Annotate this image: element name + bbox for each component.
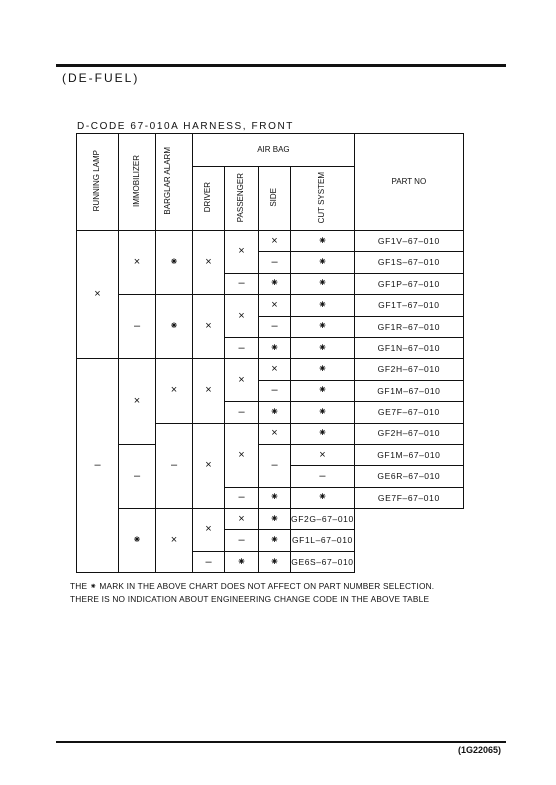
table-row — [77, 231, 464, 252]
header-side: SIDE — [259, 167, 291, 231]
part-number-cell: GF2G–67–010 — [291, 509, 355, 530]
side-cell: × — [259, 295, 291, 316]
cut-system-cell: ⁕ — [259, 551, 291, 572]
cut-system-cell: ⁕ — [291, 337, 355, 358]
header-passenger: PASSENGER — [225, 167, 259, 231]
driver-cell: × — [193, 231, 225, 295]
bottom-rule — [56, 741, 506, 743]
passenger-cell: – — [225, 337, 259, 358]
driver-cell: × — [193, 295, 225, 359]
header-immobilizer: IMMOBILIZER — [119, 134, 156, 231]
side-cell: – — [259, 380, 291, 401]
cut-system-cell: ⁕ — [291, 252, 355, 273]
running-lamp-cell: × — [77, 231, 119, 359]
part-number-cell: GF1S–67–010 — [354, 252, 463, 273]
passenger-cell: × — [193, 509, 225, 552]
side-cell: ⁕ — [259, 487, 291, 508]
header-running-lamp: RUNNING LAMP — [77, 134, 119, 231]
passenger-cell: × — [225, 423, 259, 487]
passenger-cell: – — [225, 402, 259, 423]
immobilizer-cell: – — [119, 295, 156, 359]
table-row — [77, 444, 464, 465]
part-number-cell: GF1T–67–010 — [354, 295, 463, 316]
driver-cell: × — [156, 509, 193, 573]
table-row — [77, 295, 464, 316]
side-cell: ⁕ — [259, 337, 291, 358]
part-number-cell: GF1V–67–010 — [354, 231, 463, 252]
side-cell: – — [225, 530, 259, 551]
barglar-alarm-cell: ⁕ — [119, 509, 156, 573]
part-number-cell: GE6R–67–010 — [354, 466, 463, 487]
cut-system-cell: ⁕ — [291, 423, 355, 444]
table-row — [77, 509, 464, 530]
side-cell: – — [259, 252, 291, 273]
barglar-alarm-cell: ⁕ — [156, 295, 193, 359]
passenger-cell: × — [225, 359, 259, 402]
part-number-cell: GF2H–67–010 — [354, 359, 463, 380]
part-number-cell: GE6S–67–010 — [291, 551, 355, 572]
barglar-alarm-cell: × — [156, 359, 193, 423]
side-cell: × — [259, 231, 291, 252]
note-change-code: THERE IS NO INDICATION ABOUT ENGINEERING CHANGE CODE IN THE ABOVE TABLE — [70, 594, 430, 604]
passenger-cell: – — [225, 487, 259, 508]
cut-system-cell: ⁕ — [291, 231, 355, 252]
cut-system-cell: ⁕ — [291, 295, 355, 316]
passenger-cell: – — [225, 273, 259, 294]
header-part-no: PART NO — [354, 134, 463, 231]
cut-system-cell: ⁕ — [291, 380, 355, 401]
cut-system-cell: – — [291, 466, 355, 487]
note-mark: THE ⁕ MARK IN THE ABOVE CHART DOES NOT AFFECT ON PART NUMBER SELECTION. — [70, 581, 435, 591]
immobilizer-cell: – — [119, 444, 156, 508]
header-air-bag: AIR BAG — [193, 134, 355, 167]
barglar-alarm-cell: – — [156, 423, 193, 509]
driver-cell: × — [193, 359, 225, 423]
side-cell: – — [259, 316, 291, 337]
side-cell: ⁕ — [225, 551, 259, 572]
side-cell: ⁕ — [259, 402, 291, 423]
passenger-cell: × — [225, 295, 259, 338]
cut-system-cell: ⁕ — [291, 487, 355, 508]
cut-system-cell: ⁕ — [291, 402, 355, 423]
passenger-cell: – — [193, 551, 225, 572]
header-barglar-alarm: BARGLAR ALARM — [156, 134, 193, 231]
top-rule — [56, 64, 506, 67]
figure-code: (1G22065) — [458, 745, 502, 755]
harness-table — [76, 133, 464, 573]
part-number-cell: GF1P–67–010 — [354, 273, 463, 294]
side-cell: – — [259, 444, 291, 487]
part-number-cell: GF2H–67–010 — [354, 423, 463, 444]
cut-system-cell: ⁕ — [291, 359, 355, 380]
header-driver: DRIVER — [193, 167, 225, 231]
part-number-cell: GF1R–67–010 — [354, 316, 463, 337]
part-number-cell: GF1M–67–010 — [354, 444, 463, 465]
part-number-cell: GF1L–67–010 — [291, 530, 355, 551]
side-cell: ⁕ — [259, 273, 291, 294]
cut-system-cell: ⁕ — [259, 509, 291, 530]
part-number-cell: GE7F–67–010 — [354, 487, 463, 508]
cut-system-cell: ⁕ — [291, 316, 355, 337]
immobilizer-cell: × — [119, 231, 156, 295]
side-cell: × — [259, 423, 291, 444]
barglar-alarm-cell: ⁕ — [156, 231, 193, 295]
cut-system-cell: × — [291, 444, 355, 465]
passenger-cell: × — [225, 231, 259, 274]
driver-cell: × — [193, 423, 225, 509]
side-cell: × — [259, 359, 291, 380]
header-cut-system: CUT SYSTEM — [291, 167, 355, 231]
cut-system-cell: ⁕ — [291, 273, 355, 294]
part-number-cell: GF1M–67–010 — [354, 380, 463, 401]
part-number-cell: GF1N–67–010 — [354, 337, 463, 358]
part-number-cell: GE7F–67–010 — [354, 402, 463, 423]
cut-system-cell: ⁕ — [259, 530, 291, 551]
running-lamp-cell: – — [77, 359, 119, 573]
section-title: (DE-FUEL) — [62, 71, 140, 85]
side-cell: × — [225, 509, 259, 530]
table-caption: D-CODE 67-010A HARNESS, FRONT — [77, 121, 294, 132]
table-row — [77, 359, 464, 380]
immobilizer-cell: × — [119, 359, 156, 445]
